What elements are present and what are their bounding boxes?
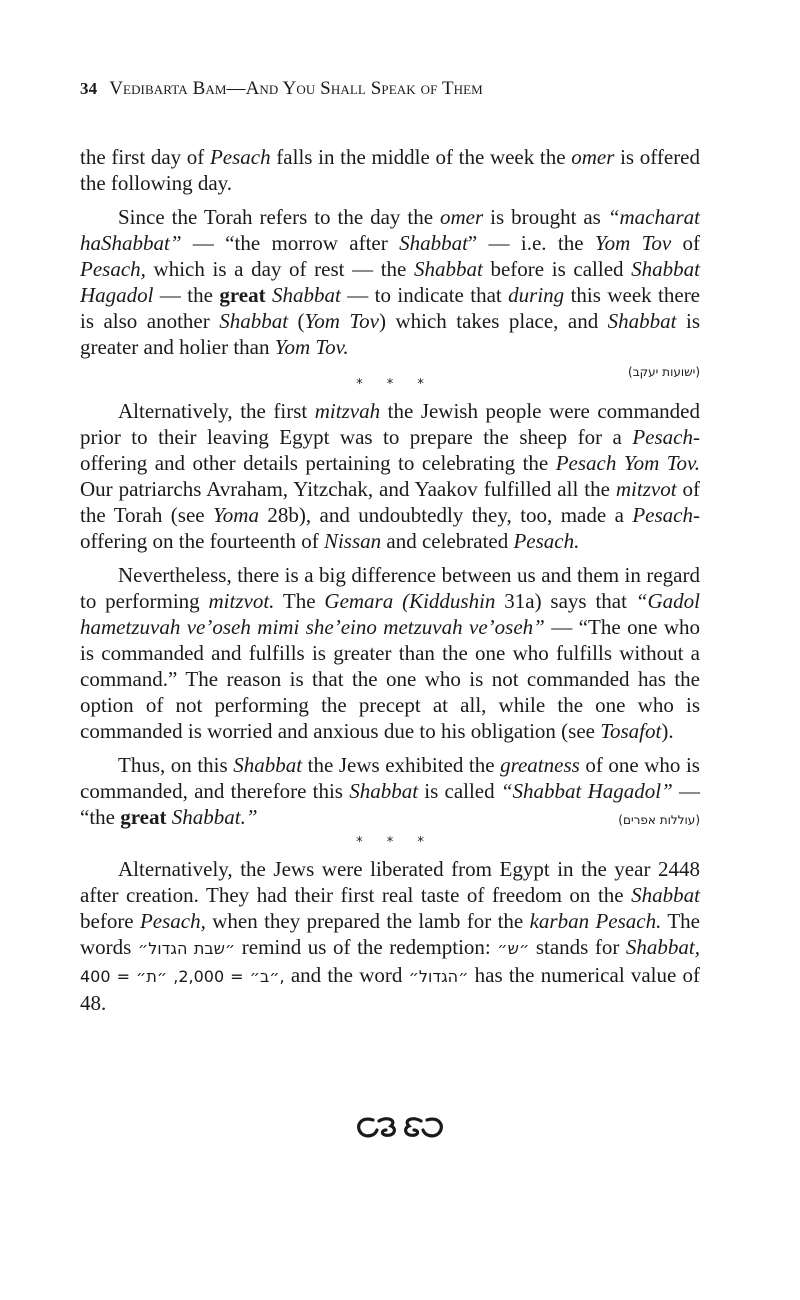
running-title: Vedibarta Bam—And You Shall Speak of Them [109, 78, 483, 99]
running-header [80, 78, 483, 100]
paragraph-continuation: the first day of Pesach falls in the middle of the week the omer is offered the following day. [80, 145, 701, 195]
hebrew-word: ״הגדול״ [408, 967, 469, 986]
paragraph-first-mitzvah: Alternatively, the first mitzvah the Jewish people were commanded prior to their leaving Egypt was to prepare the sheep for a Pesach-offering and other details pertaining to celebrating the Pesach Yom Tov. Our patriarchs Avraham, Yitzchak, and Yaakov fulfilled all the mitzvot of the Torah (see Yoma 28b), and undoubtedly they, too, made a Pesach-offering on the fourteenth of Nissan and celebrated Pesach. [80, 399, 701, 553]
paragraph-commanded: Nevertheless, there is a big difference between us and them in regard to performing mitzvot. The Gemara (Kiddushin 31a) says that “Gadol hametzuvah ve’oseh mimi she’eino metzuvah ve’oseh” — “The one who is commanded and fulfills is greater than the one who fulfills without a command.” The reason is that the one who is not commanded has the option of not performing the precept at all, while the one who is commanded is worried and anxious due to his obligation (see Tosafot). [80, 563, 700, 743]
paragraph-shabbat-hagadol: Since the Torah refers to the day the omer is brought as “macharat haShabbat” — “the morrow after Shabbat” — i.e. the Yom Tov of Pesach, which is a day of rest — the Shabbat before is called Shabbat Hagadol — the great Shabbat — to indicate that during this week there is also another Shabbat (Yom Tov) which takes place, and Shabbat is greater and holier than Yom Tov. [80, 205, 701, 359]
text-column [80, 144, 700, 1016]
hebrew-phrase: ״שבת הגדול״ [137, 939, 236, 958]
source-citation: (ישועות יעקב) [628, 365, 700, 379]
hebrew-letter: ״ב״ [249, 967, 280, 986]
page-number: 34 [80, 79, 98, 98]
section-divider: * * * [356, 377, 434, 392]
fleuron-ornament-icon [353, 1112, 447, 1142]
paragraph-redemption: Alternatively, the Jews were liberated from Egypt in the year 2448 after creation. They had their first real taste of freedom on the Shabbat before Pesach, when they prepared the lamb for the karban Pesach. The words ״שבת הגדול״ remind us of the redemption: ״ש״ stands for Shabbat, ״ב״ = 2,000, ״ת״ = 400, and the word ״הגדול״ has the numerical value of 48. [80, 857, 701, 1015]
paragraph-greatness: Thus, on this Shabbat the Jews exhibited the greatness of one who is commanded, and therefore this Shabbat is called “Shabbat Hagadol” — “the great Shabbat.” (עוללות אפרים) [80, 753, 701, 829]
source-citation: (עוללות אפרים) [618, 813, 700, 827]
hebrew-letter: ״ת״ [136, 967, 168, 986]
hebrew-letter: ״ש״ [497, 939, 530, 958]
section-divider: * * * [356, 835, 434, 850]
